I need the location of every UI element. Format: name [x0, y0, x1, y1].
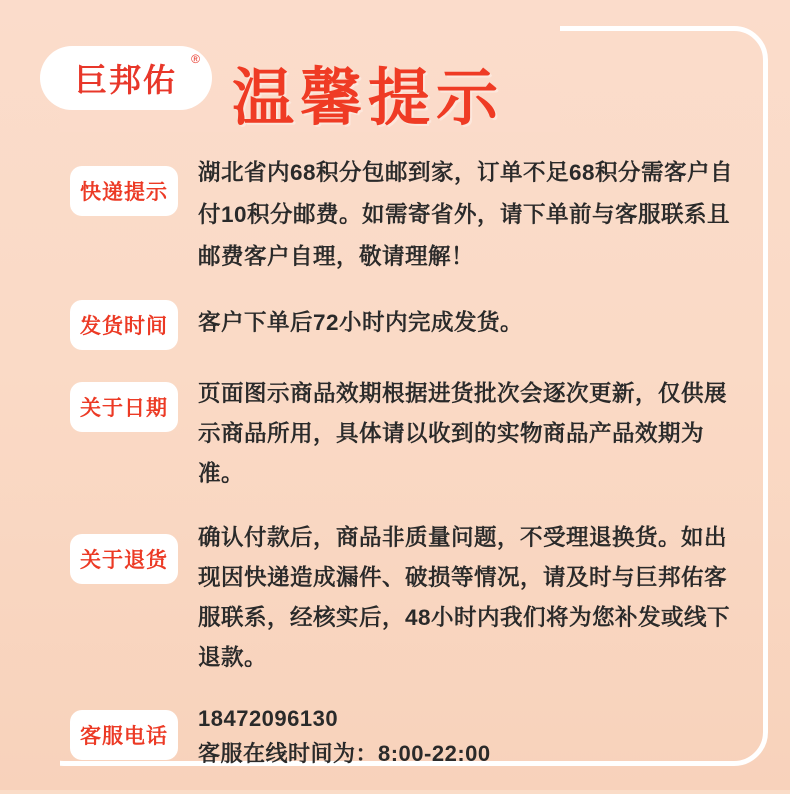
frame-mask-left: [0, 0, 60, 790]
notice-text-return: 确认付款后，商品非质量问题，不受理退换货。如出现因快递造成漏件、破损等情况，请及时与巨邦佑客服联系，经核实后，48小时内我们将为您补发或线下退款。: [198, 525, 731, 670]
notice-tag-shipping-time: 发货时间: [70, 300, 178, 350]
trademark-icon: ®: [191, 52, 200, 66]
list-item: [70, 700, 744, 772]
page-title: 温馨提示: [232, 64, 505, 133]
brand-logo-text: 巨邦佑: [74, 62, 177, 98]
list-item: [70, 516, 744, 678]
service-hours: 客服在线时间为：8:00-22:00: [198, 741, 491, 766]
notice-text-express: 湖北省内68积分包邮到家，订单不足68积分需客户自付10积分邮费。如需寄省外，请下单前与客服联系且邮费客户自理，敬请理解！: [198, 160, 734, 269]
list-item: [70, 372, 744, 494]
service-contact: [198, 700, 744, 772]
notice-tag-service-phone: 客服电话: [70, 710, 178, 760]
service-phone-number[interactable]: 18472096130: [198, 706, 339, 731]
list-item: [70, 300, 744, 350]
notice-tag-date: 关于日期: [70, 382, 178, 432]
notice-text-date: 页面图示商品效期根据进货批次会逐次更新，仅供展示商品所用，具体请以收到的实物商品产品效期为准。: [198, 381, 728, 486]
notice-list: [70, 150, 744, 794]
list-item: [70, 150, 744, 278]
brand-logo: [40, 46, 212, 110]
notice-text-shipping-time: 客户下单后72小时内完成发货。: [198, 310, 524, 335]
notice-tag-return: 关于退货: [70, 534, 178, 584]
notice-tag-express: 快递提示: [70, 166, 178, 216]
